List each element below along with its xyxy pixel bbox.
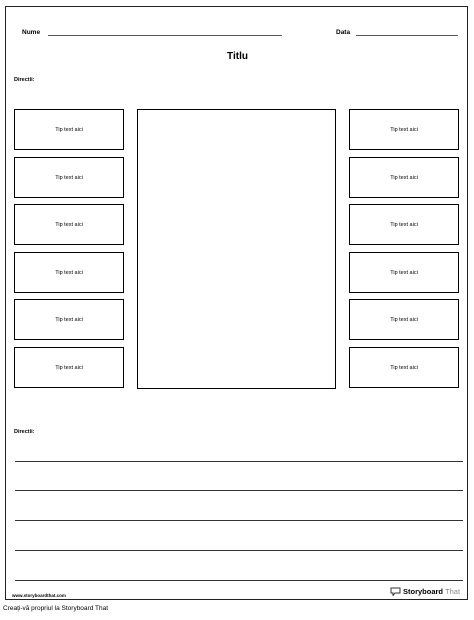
directions-label-bottom: Directii: — [14, 429, 35, 435]
logo-text-that: That — [445, 587, 461, 596]
left-text-box-3[interactable]: Tip text aici — [14, 204, 124, 245]
directions-label-top: Directii: — [14, 77, 35, 83]
left-text-box-1[interactable]: Tip text aici — [14, 109, 124, 150]
writing-line-2[interactable] — [15, 490, 463, 491]
caption: Creați-vă propriul la Storyboard That — [3, 605, 109, 612]
left-text-box-4[interactable]: Tip text aici — [14, 252, 124, 293]
storyboardthat-logo — [390, 587, 460, 596]
left-text-box-6[interactable]: Tip text aici — [14, 347, 124, 388]
right-text-box-6[interactable]: Tip text aici — [349, 347, 459, 388]
right-text-box-4[interactable]: Tip text aici — [349, 252, 459, 293]
name-field-line[interactable] — [48, 35, 282, 36]
right-text-box-5[interactable]: Tip text aici — [349, 299, 459, 340]
center-image-box[interactable] — [137, 109, 336, 389]
right-text-box-1[interactable]: Tip text aici — [349, 109, 459, 150]
left-text-box-5[interactable]: Tip text aici — [14, 299, 124, 340]
writing-line-3[interactable] — [15, 520, 463, 521]
worksheet — [5, 6, 468, 600]
speech-bubble-icon — [390, 587, 401, 596]
writing-line-5[interactable] — [15, 580, 463, 581]
page-title: Titlu — [227, 51, 248, 62]
date-field-line[interactable] — [356, 35, 458, 36]
name-label: Nume — [22, 29, 41, 36]
right-text-box-3[interactable]: Tip text aici — [349, 204, 459, 245]
right-text-box-2[interactable]: Tip text aici — [349, 157, 459, 198]
writing-line-4[interactable] — [15, 550, 463, 551]
writing-line-1[interactable] — [15, 461, 463, 462]
left-text-box-2[interactable]: Tip text aici — [14, 157, 124, 198]
date-label: Data — [336, 29, 351, 36]
footer-url: www.storyboardthat.com — [12, 593, 66, 598]
logo-text-storyboard: Storyboard — [403, 587, 444, 596]
